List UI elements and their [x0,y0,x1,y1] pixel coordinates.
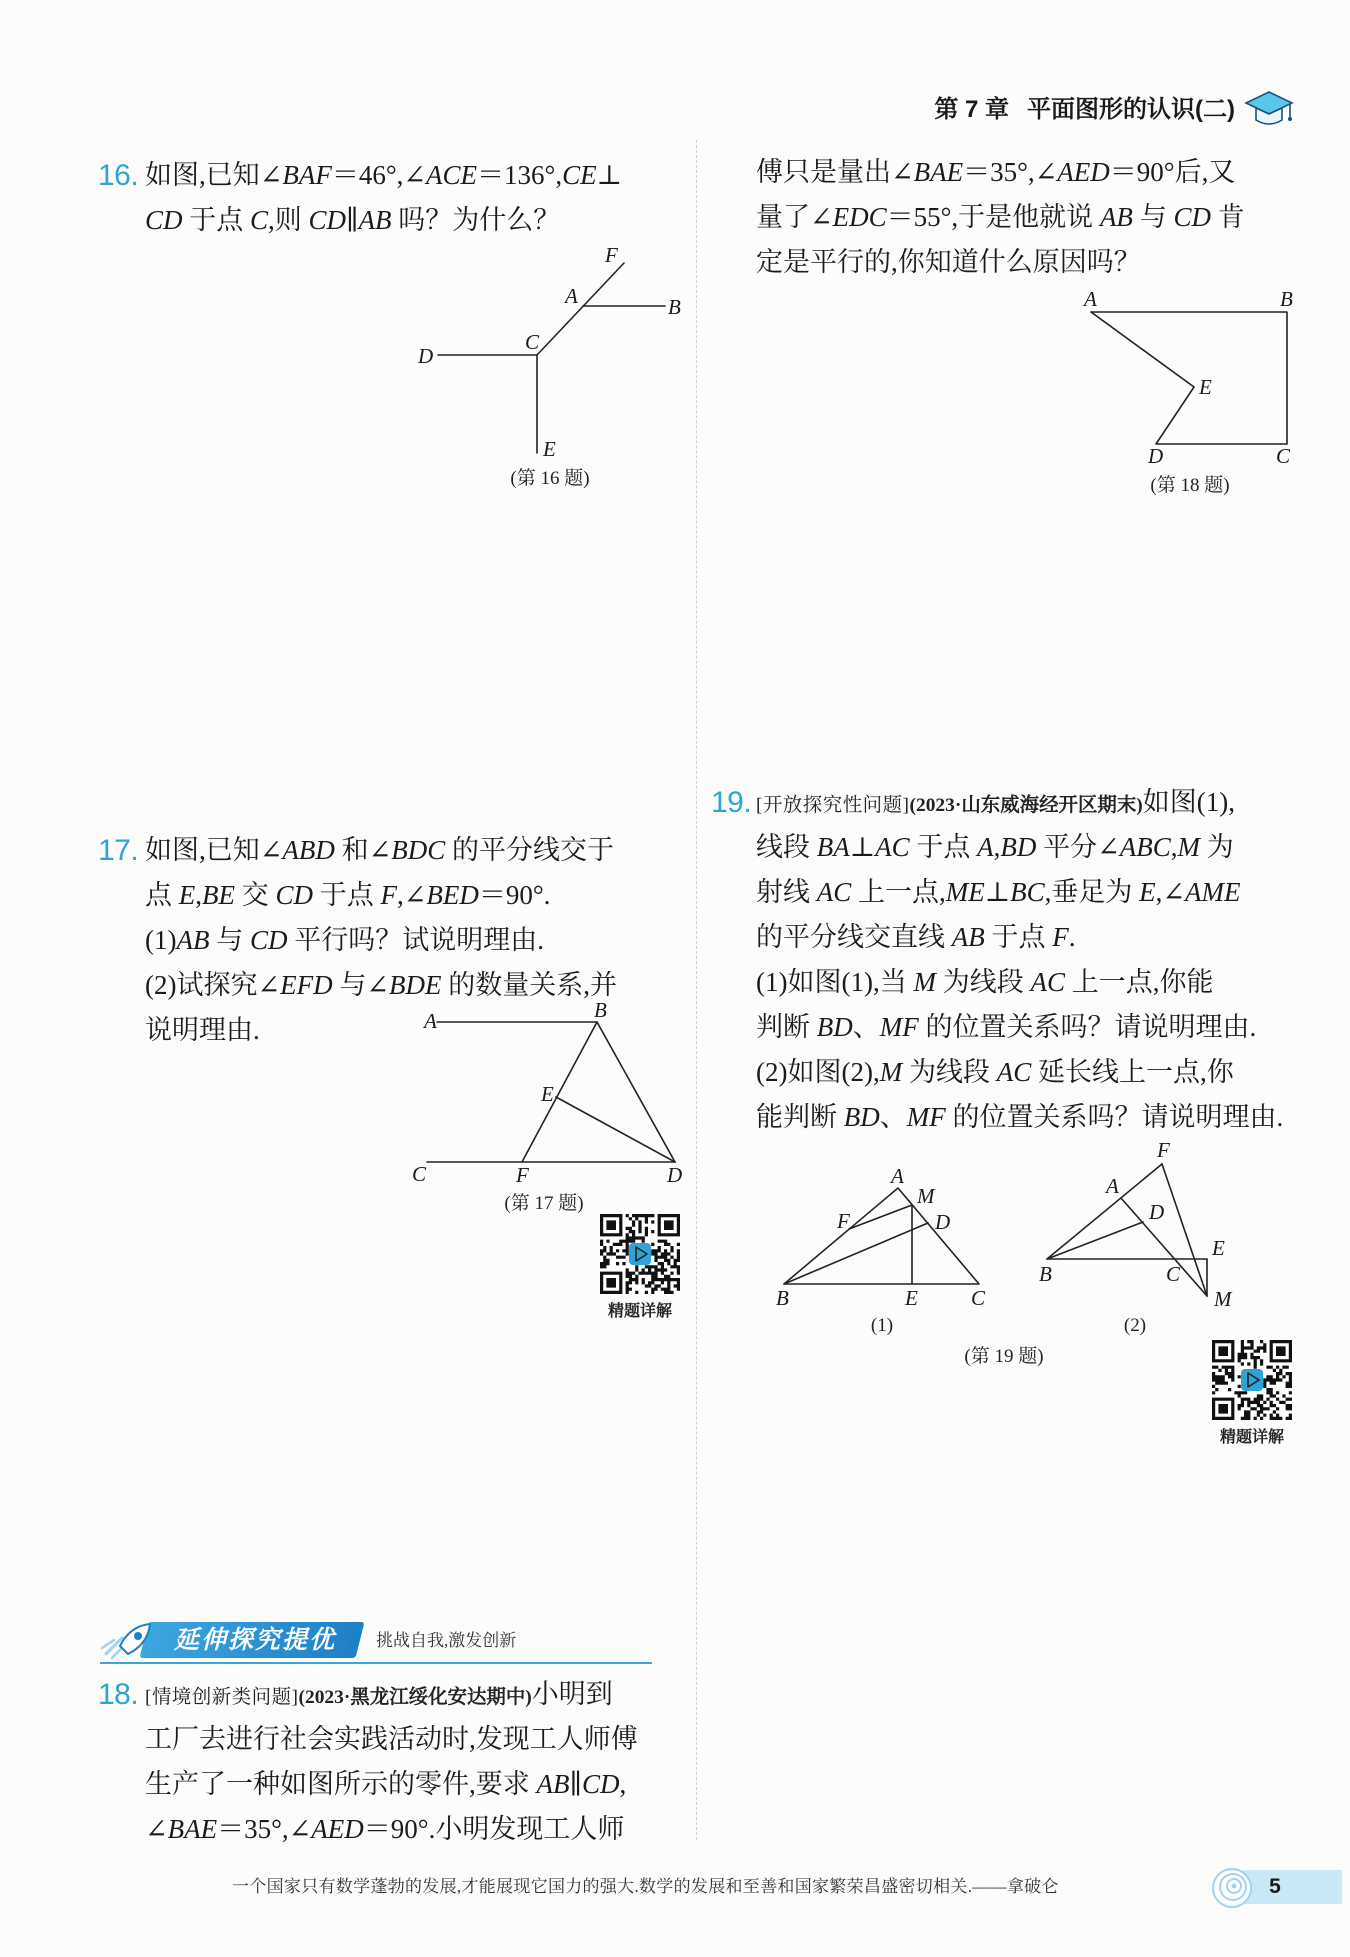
point-label: B [1280,287,1293,311]
problem-19-line [756,780,1301,825]
segment-mf [849,1205,912,1229]
problem-18-line: 傅只是量出∠BAE＝35°,∠AED＝90°后,又 [756,157,1236,187]
column-divider [696,140,697,1840]
math-variable: M [879,1057,903,1087]
math-variable: AB [951,922,985,952]
math-variable: E [1139,877,1156,907]
point-label: C [525,330,540,354]
math-variable: AME [1185,877,1241,907]
swirl-icon [1210,1866,1254,1910]
math-variable: BAE [913,157,964,187]
segment-fm [1162,1164,1207,1296]
math-variable: MF [879,1012,919,1042]
problem-19-line: 射线 AC 上一点,ME⊥BC,垂足为 E,∠AME [756,877,1241,907]
point-label: D [667,1163,683,1187]
graduation-cap-icon [1244,88,1294,132]
problem-19-number: 19. [711,786,752,819]
part-outline [1091,312,1287,444]
point-label: A [565,284,578,308]
point-label: C [971,1286,986,1310]
math-variable: AED [311,1814,364,1844]
math-variable: BD [816,1012,853,1042]
point-label: A [891,1164,904,1188]
math-variable: BA [816,832,850,862]
problem-18-line: 生产了一种如图所示的零件,要求 AB∥CD, [145,1769,627,1799]
rocket-icon [100,1620,160,1660]
point-label: B [668,295,681,319]
segment-bd [1047,1222,1143,1259]
point-label: F [837,1209,850,1233]
math-variable: AC [1030,967,1065,997]
math-variable: BE [202,880,235,910]
problem-16-line: 如图,已知∠BAF＝46°,∠ACE＝136°,CE⊥ [145,160,623,190]
math-variable: F [380,880,398,910]
point-label: E [543,437,556,461]
point-label: D [418,344,434,368]
point-label: F [516,1163,529,1187]
point-label: E [541,1082,554,1106]
qr-code [1212,1340,1292,1420]
math-variable: AED [1057,157,1110,187]
figure-caption: (第 19 题) [964,1346,1044,1367]
figure-16 [417,243,681,489]
problem-17-line: (2)试探究∠EFD 与∠BDE 的数量关系,并 [145,970,617,1000]
problem-16-text [145,153,683,243]
segment-ed [556,1097,675,1162]
math-variable: M [913,967,936,997]
math-variable: CD [581,1769,620,1799]
problem-17-line: (1)AB 与 CD 平行吗？试说明理由. [145,925,544,955]
math-variable: AB [176,925,210,955]
problem-19-line: (2)如图(2),M 为线段 AC 延长线上一点,你 [756,1057,1234,1087]
math-variable: CD [308,205,347,235]
problem-18-number: 18. [98,1678,139,1711]
figure-caption: (第 18 题) [1150,475,1230,496]
problem-19-source: (2023·山东威海经开区期末) [909,795,1143,816]
problem-17-text [145,828,683,1053]
subfigure-caption: (1) [870,1315,894,1336]
problem-18-source: (2023·黑龙江绥化安达期中) [298,1687,532,1708]
problem-18-tag: [情境创新类问题] [145,1687,299,1708]
point-label: A [1106,1174,1119,1198]
subfigure-caption: (2) [1123,1315,1147,1336]
problem-18-line: 定是平行的,你知道什么原因吗？ [756,247,1141,277]
math-variable: AB [536,1769,570,1799]
play-icon-bg [629,1243,651,1265]
problem-19-line: (1)如图(1),当 M 为线段 AC 上一点,你能 [756,967,1214,997]
point-label: M [1214,1287,1232,1311]
problem-19-text [756,780,1301,1140]
math-variable: ME [945,877,985,907]
problem-17-line: 如图,已知∠ABD 和∠BDC 的平分线交于 [145,835,614,865]
problem-18-line: ∠BAE＝35°,∠AED＝90°.小明发现工人师 [145,1814,625,1844]
footer-quote: 一个国家只有数学蓬勃的发展,才能展现它国力的强大.数学的发展和至善和国家繁荣昌盛密切相关.——拿破仑 [232,1877,1059,1896]
banner-title: 延伸探究提优 [173,1626,336,1654]
problem-17-line: 说明理由. [145,1015,260,1045]
banner-subtitle: 挑战自我,激发创新 [376,1631,517,1650]
math-variable: F [1052,922,1069,952]
play-icon [1248,1373,1259,1387]
point-label: B [1039,1262,1052,1286]
qr-label: 精题详解 [1219,1429,1285,1446]
math-variable: M [1177,832,1201,862]
math-variable: EFD [280,970,333,1000]
point-label: E [905,1286,918,1310]
math-variable: BD [843,1102,880,1132]
point-label: A [424,1009,437,1033]
math-variable: MF [906,1102,946,1132]
math-variable: AC [875,832,910,862]
point-label: E [1212,1236,1225,1260]
play-icon-bg [1241,1369,1263,1391]
math-variable: CD [249,925,288,955]
point-label: F [1157,1138,1170,1162]
math-variable: A [977,832,994,862]
point-label: D [1148,444,1164,468]
point-label: B [776,1286,789,1310]
math-variable: AC [816,877,852,907]
triangle-abc [784,1188,979,1284]
math-variable: ABD [282,835,335,865]
math-variable: CD [275,880,314,910]
figure-19-1 [776,1164,986,1336]
math-variable: CD [145,205,183,235]
chapter-header [900,92,1235,128]
point-label: C [412,1162,427,1186]
problem-19-lead: 如图(1), [1142,787,1235,817]
problem-19-line: 判断 BD、MF 的位置关系吗？请说明理由. [756,1012,1257,1042]
line-am [1121,1198,1207,1296]
page-number: 5 [1269,1875,1281,1898]
math-variable: BDE [388,970,442,1000]
problem-19-line: 线段 BA⊥AC 于点 A,BD 平分∠ABC,M 为 [756,832,1234,862]
point-label: M [917,1184,935,1208]
math-variable: AC [996,1057,1032,1087]
qr-label: 精题详解 [607,1303,673,1320]
math-variable: EDC [832,202,887,232]
segment-cf [537,263,624,355]
problem-16-line: CD 于点 C,则 CD∥AB 吗？为什么？ [145,205,561,235]
math-variable: ACE [426,160,478,190]
problem-17-line: 点 E,BE 交 CD 于点 F,∠BED＝90°. [145,880,551,910]
figure-caption: (第 16 题) [510,468,590,489]
problem-18-continued [756,150,1301,285]
problem-18-lead: 小明到 [531,1679,613,1709]
point-label: E [1199,375,1212,399]
point-label: B [594,998,607,1022]
problem-19-line: 能判断 BD、MF 的位置关系吗？请说明理由. [756,1102,1284,1132]
math-variable: BC [1010,877,1045,907]
problem-17-number: 17. [98,834,139,867]
problem-16-number: 16. [98,159,139,192]
point-label: D [935,1210,951,1234]
math-variable: CD [1173,202,1211,232]
point-label: C [1166,1262,1181,1286]
qr-modules [600,1214,680,1294]
point-label: C [1276,444,1291,468]
problem-18-line [145,1672,683,1717]
math-variable: AB [358,205,392,235]
math-variable: CE [562,160,597,190]
math-variable: BED [426,880,479,910]
math-variable: BAF [282,160,332,190]
figure-19-2 [1039,1138,1233,1336]
problem-18-line: 工厂去进行社会实践活动时,发现工人师傅 [145,1724,638,1754]
line-bf [1047,1164,1165,1259]
segment-bd [784,1223,928,1284]
figure-caption: (第 17 题) [504,1193,584,1214]
point-label: F [605,243,618,267]
point-label: A [1084,287,1097,311]
chapter-title: 平面图形的认识(二) [1027,96,1235,123]
problem-19-line: 的平分线交直线 AB 于点 F. [756,922,1076,952]
math-variable: ABC [1119,832,1171,862]
qr-modules [1212,1340,1292,1420]
page-number-tab [1242,1870,1342,1904]
math-variable: BD [1000,832,1037,862]
problem-18-line: 量了∠EDC＝55°,于是他就说 AB 与 CD 肯 [756,202,1245,232]
qr-background [600,1214,680,1294]
figure-18 [1082,287,1293,496]
section-banner [100,1618,652,1664]
math-variable: C [250,205,269,235]
problem-18-text [145,1672,683,1852]
math-variable: BDC [391,835,446,865]
point-label: D [1149,1200,1165,1224]
problem-19-tag: [开放探究性问题] [756,795,910,816]
chapter-number: 第 7 章 [934,96,1010,123]
math-variable: AB [1099,202,1133,232]
play-icon [636,1247,647,1261]
qr-background [1212,1340,1292,1420]
qr-code [600,1214,680,1294]
math-variable: BAE [167,1814,218,1844]
math-variable: E [178,880,196,910]
